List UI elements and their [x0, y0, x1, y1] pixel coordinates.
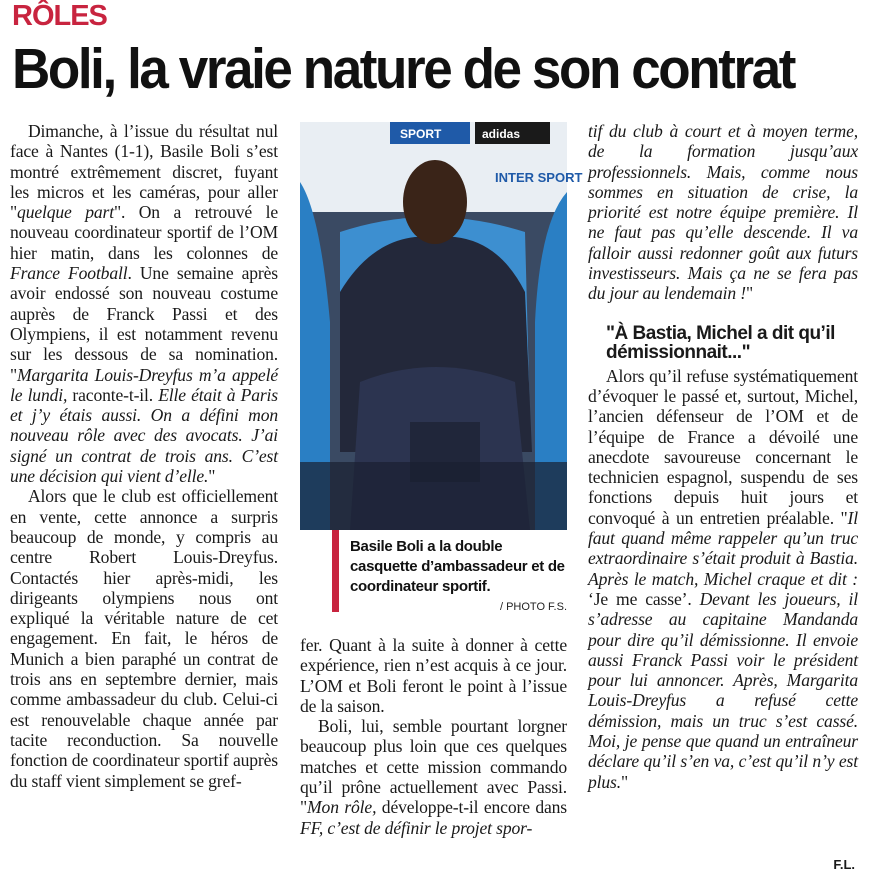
photo-credit: / PHOTO F.S. — [499, 601, 567, 613]
subheading: "À Bastia, Michel a dit qu’il démissionnait..." — [606, 322, 835, 363]
article-column-1 — [10, 121, 278, 791]
italic-quote-text: Margarita Louis-Dreyfus m’a appelé le lundi, — [10, 364, 278, 405]
paragraph — [300, 635, 567, 716]
body-text: Alors qu’il refuse systématiquement d’évoquer le passé et, surtout, Michel, l’ancien défenseur de l’OM et de l’équipe de France a dévoilé une anecdote savoureuse concernant le technicien espagnol, suspendu de ses fonctions depuis huit jours et convoqué à un entretien préalable. " — [588, 365, 858, 528]
photo-caption: Basile Boli a la double casquette d’ambassadeur et de coordinateur sportif. — [350, 538, 565, 595]
author-signature: F.L. — [833, 857, 855, 872]
paragraph — [588, 366, 858, 792]
paragraph — [10, 486, 278, 790]
italic-quote-text: France Football — [10, 263, 128, 284]
article-column-3 — [588, 121, 858, 792]
sponsor-sport: SPORT — [400, 127, 442, 141]
body-text: Dimanche, à l’issue du résultat nul face à Nantes (1-1), Basile Boli s’est montré extrêmement discret, fuyant les micros et les caméras, pour aller " — [10, 121, 278, 223]
italic-quote-text: quelque part — [17, 202, 114, 223]
column-3-continuation — [588, 121, 858, 304]
body-text: raconte-t-il. — [67, 384, 159, 405]
caption-accent-bar — [332, 530, 339, 612]
body-text: " — [208, 466, 216, 487]
article-photo — [300, 122, 583, 530]
body-text: Boli, lui, semble pourtant lorgner beaucoup plus loin que ces quelques matches et cette mission commando qu’il prône actuellement avec Passi. " — [300, 716, 567, 818]
headline: Boli, la vraie nature de son contrat — [12, 37, 794, 101]
paragraph — [588, 121, 858, 304]
body-text: ". On a retrouvé le nouveau coordinateur sportif de l’OM hier matin, dans les colonnes de — [10, 202, 279, 263]
body-text: ‘Je me casse’. — [588, 588, 700, 609]
body-text: " — [620, 771, 629, 792]
italic-quote-text: Devant les joueurs, il s’adresse au capitaine Mandanda pour dire qu’il démissionne. Il envoie aussi Franck Passi voir le président pour lui annoncer. Après, Margarita Louis-Dreyfus a refusé cette démission, mais un truc s’est cassé. Moi, je pense que quand un entraîneur déclare qu’il s’en va, c’est qu’il n’y est plus. — [588, 588, 858, 792]
italic-quote-text: Mon rôle, — [307, 797, 377, 818]
sponsor-adidas: adidas — [482, 127, 521, 141]
italic-quote-text: FF, c’est de définir le projet spor- — [300, 817, 533, 838]
italic-quote-text: Elle était à Paris et j’y étais aussi. On a défini mon nouveau rôle avec des avocats. J’ai signé un contrat de trois ans. C’est une décision qui vient d’elle. — [10, 384, 278, 487]
paragraph — [300, 716, 567, 838]
body-text: Alors que le club est officiellement en vente, cette annonce a surpris beaucoup de monde, y compris au centre Robert Louis-Dreyfus. Contactés hier après-midi, les dirigeants olympiens nous ont expliqué la véritable nature de cet engagement. En fait, le héros de Munich a bien paraphé un contrat de trois ans en septembre dernier, mais comme ambassadeur du club. Celui-ci est renouvelable chaque année par tacite reconduction. Sa nouvelle fonction de coordinateur sportif auprès du staff vient simplement se gref- — [10, 486, 278, 791]
italic-quote-text: tif du club à court et à moyen terme, de la formation jusqu’aux professionnels. Mais, comme nous sommes en situation de crise, la priorité est notre équipe première. Il ne faut pas qu’elle descende. Il va falloir aussi redonner goût aux futurs investisseurs. Mais ça ne se fera pas du jour au lendemain ! — [588, 121, 858, 304]
body-text: " — [745, 283, 754, 304]
italic-quote-text: Il faut quand même rappeler qu’un truc extraordinaire s’était produit à Bastia. Après le match, Michel craque et dit : — [588, 507, 858, 589]
sponsor-intersport: INTER SPORT — [495, 170, 583, 185]
article-column-2 — [300, 635, 567, 838]
body-text: fer. Quant à la suite à donner à cette expérience, rien n’est acquis à ce jour. L’OM et Boli feront le point à l’issue de la saison. — [300, 635, 567, 716]
body-text: développe-t-il encore dans — [376, 797, 567, 818]
body-text: . Une semaine après avoir endossé son nouveau costume auprès de Franck Passi et des Olympiens, il est notamment revenu sur les dessous de sa nomination. " — [10, 263, 278, 385]
paragraph — [10, 121, 278, 486]
photo-basile-boli — [300, 122, 583, 530]
column-3-section — [588, 366, 858, 792]
section-kicker: RÔLES — [12, 0, 107, 32]
